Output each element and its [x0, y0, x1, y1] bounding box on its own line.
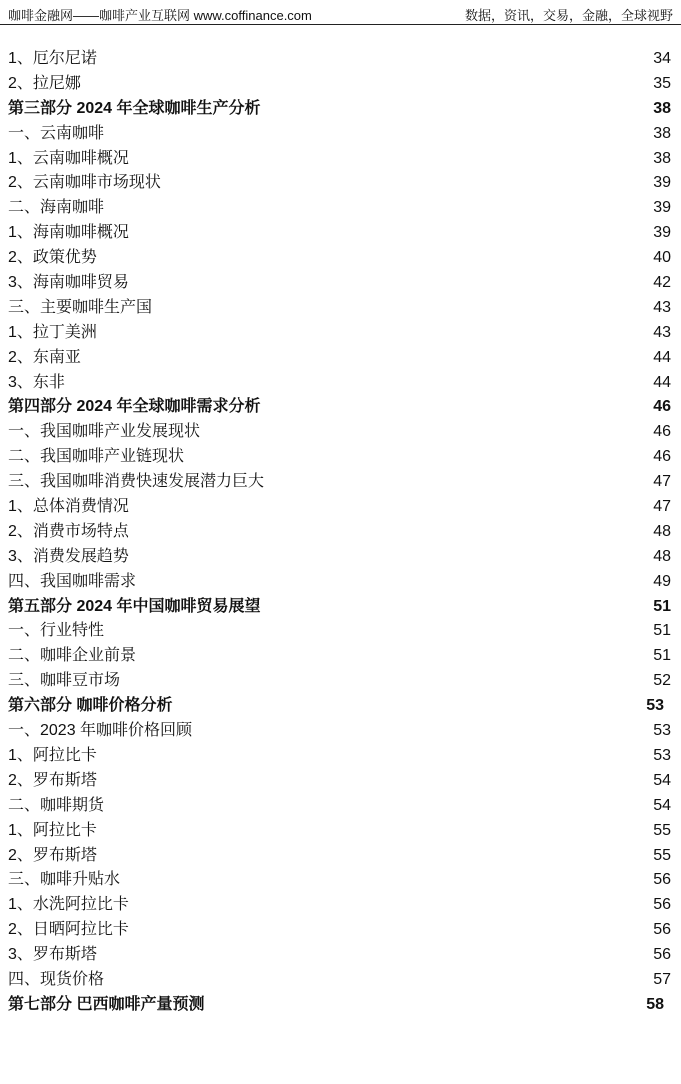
toc-entry[interactable]	[0, 545, 681, 570]
toc-entry-title: 1、总体消费情况	[8, 498, 129, 516]
toc-entry[interactable]	[0, 520, 681, 545]
toc-entry[interactable]	[0, 744, 681, 769]
toc-page-number: 52	[653, 672, 671, 690]
toc-entry[interactable]	[0, 669, 681, 694]
toc-entry[interactable]	[0, 445, 681, 470]
toc-entry-title: 第四部分 2024 年全球咖啡需求分析	[8, 398, 261, 416]
toc-entry-title: 3、海南咖啡贸易	[8, 274, 129, 292]
toc-page-number: 54	[653, 771, 671, 789]
toc-entry-title: 三、咖啡升贴水	[8, 871, 121, 889]
page-header	[0, 0, 681, 25]
toc-part-heading[interactable]	[0, 97, 681, 122]
toc-entry-title: 2、日晒阿拉比卡	[8, 921, 129, 939]
toc-entry[interactable]	[0, 893, 681, 918]
toc-entry[interactable]	[0, 371, 681, 396]
toc-entry-title: 1、水洗阿拉比卡	[8, 896, 129, 914]
toc-entry[interactable]	[0, 719, 681, 744]
toc-page-number: 47	[653, 473, 671, 491]
toc-entry[interactable]	[0, 346, 681, 371]
toc-entry-title: 1、拉丁美洲	[8, 323, 97, 341]
toc-entry-title: 1、阿拉比卡	[8, 821, 97, 839]
toc-page-number: 43	[653, 298, 671, 316]
toc-entry-title: 三、咖啡豆市场	[8, 672, 121, 690]
toc-entry-title: 2、消费市场特点	[8, 522, 129, 540]
toc-entry-title: 一、行业特性	[8, 622, 105, 640]
toc-page-number: 46	[653, 448, 671, 466]
toc-entry-title: 二、海南咖啡	[8, 199, 105, 217]
toc-page-number: 47	[653, 498, 671, 516]
toc-page-number: 55	[653, 821, 671, 839]
toc-entry-title: 一、2023 年咖啡价格回顾	[8, 722, 193, 740]
toc-entry-title: 第三部分 2024 年全球咖啡生产分析	[8, 99, 261, 117]
toc-entry-title: 一、云南咖啡	[8, 124, 105, 142]
toc-entry-title: 第七部分 巴西咖啡产量预测	[8, 995, 205, 1013]
toc-entry[interactable]	[0, 918, 681, 943]
toc-entry-title: 2、拉尼娜	[8, 74, 81, 92]
toc-page-number: 48	[653, 522, 671, 540]
toc-page-number: 51	[653, 597, 671, 615]
toc-entry[interactable]	[0, 296, 681, 321]
toc-entry[interactable]	[0, 868, 681, 893]
toc-entry[interactable]	[0, 147, 681, 172]
toc-page-number: 56	[653, 871, 671, 889]
toc-page-number: 43	[653, 323, 671, 341]
toc-entry[interactable]	[0, 619, 681, 644]
toc-entry[interactable]	[0, 470, 681, 495]
toc-entry[interactable]	[0, 246, 681, 271]
toc-entry[interactable]	[0, 420, 681, 445]
toc-page-number: 54	[653, 796, 671, 814]
toc-entry-title: 1、海南咖啡概况	[8, 224, 129, 242]
toc-page-number: 40	[653, 249, 671, 267]
toc-page-number: 48	[653, 547, 671, 565]
toc-page-number: 56	[653, 921, 671, 939]
toc-entry-title: 四、我国咖啡需求	[8, 572, 137, 590]
toc-entry-title: 2、东南亚	[8, 348, 81, 366]
toc-page-number: 53	[653, 722, 671, 740]
toc-entry[interactable]	[0, 769, 681, 794]
toc-page-number: 53	[646, 697, 664, 715]
toc-entry-title: 3、罗布斯塔	[8, 946, 97, 964]
toc-page-number: 38	[653, 99, 671, 117]
toc-page-number: 53	[653, 746, 671, 764]
toc-part-heading[interactable]	[0, 595, 681, 620]
toc-entry[interactable]	[0, 171, 681, 196]
toc-page-number: 58	[646, 995, 664, 1013]
toc-page-number: 55	[653, 846, 671, 864]
toc-entry[interactable]	[0, 47, 681, 72]
toc-page-number: 46	[653, 398, 671, 416]
toc-page-number: 38	[653, 149, 671, 167]
toc-entry-title: 一、我国咖啡产业发展现状	[8, 423, 201, 441]
toc-entry-title: 二、咖啡期货	[8, 796, 105, 814]
toc-entry[interactable]	[0, 644, 681, 669]
toc-entry-title: 1、厄尔尼诺	[8, 50, 97, 67]
toc-page-number: 57	[653, 970, 671, 988]
table-of-contents	[0, 47, 681, 1018]
toc-entry[interactable]	[0, 495, 681, 520]
toc-part-heading[interactable]	[0, 694, 681, 719]
toc-entry[interactable]	[0, 122, 681, 147]
toc-entry[interactable]	[0, 72, 681, 97]
toc-page-number: 46	[653, 423, 671, 441]
toc-entry-title: 2、政策优势	[8, 249, 97, 267]
toc-entry[interactable]	[0, 570, 681, 595]
header-tagline: 数据，资讯，交易，金融，全球视野	[464, 8, 673, 23]
toc-page-number: 51	[653, 622, 671, 640]
toc-entry-title: 2、云南咖啡市场现状	[8, 174, 161, 192]
header-site-title: 咖啡金融网——咖啡产业互联网 www.coffinance.com	[8, 8, 312, 23]
toc-entry[interactable]	[0, 321, 681, 346]
toc-part-heading[interactable]	[0, 395, 681, 420]
toc-entry[interactable]	[0, 794, 681, 819]
toc-page-number: 49	[653, 572, 671, 590]
toc-page-number: 34	[653, 50, 671, 67]
toc-entry-title: 三、主要咖啡生产国	[8, 298, 153, 316]
toc-entry-title: 二、咖啡企业前景	[8, 647, 137, 665]
toc-entry-title: 3、消费发展趋势	[8, 547, 129, 565]
toc-entry[interactable]	[0, 968, 681, 993]
toc-entry-title: 2、罗布斯塔	[8, 846, 97, 864]
toc-entry[interactable]	[0, 844, 681, 869]
toc-page-number: 39	[653, 174, 671, 192]
toc-page-number: 51	[653, 647, 671, 665]
toc-entry[interactable]	[0, 819, 681, 844]
toc-entry[interactable]	[0, 196, 681, 221]
toc-entry[interactable]	[0, 943, 681, 968]
toc-page-number: 38	[653, 124, 671, 142]
toc-page-number: 56	[653, 946, 671, 964]
toc-page-number: 56	[653, 896, 671, 914]
toc-entry-title: 1、云南咖啡概况	[8, 149, 129, 167]
toc-entry-title: 第五部分 2024 年中国咖啡贸易展望	[8, 597, 261, 615]
toc-page-number: 44	[653, 373, 671, 391]
toc-page-number: 39	[653, 199, 671, 217]
toc-entry-title: 三、我国咖啡消费快速发展潜力巨大	[8, 473, 265, 491]
toc-entry-title: 二、我国咖啡产业链现状	[8, 448, 185, 466]
toc-entry-title: 四、现货价格	[8, 970, 105, 988]
toc-page-number: 35	[653, 74, 671, 92]
toc-page-number: 44	[653, 348, 671, 366]
toc-entry-title: 第六部分 咖啡价格分析	[8, 697, 173, 715]
toc-entry[interactable]	[0, 271, 681, 296]
toc-entry-title: 2、罗布斯塔	[8, 771, 97, 789]
toc-entry-title: 1、阿拉比卡	[8, 746, 97, 764]
toc-page-number: 42	[653, 274, 671, 292]
toc-entry[interactable]	[0, 221, 681, 246]
toc-entry-title: 3、东非	[8, 373, 65, 391]
toc-page-number: 39	[653, 224, 671, 242]
toc-part-heading[interactable]	[0, 993, 681, 1018]
